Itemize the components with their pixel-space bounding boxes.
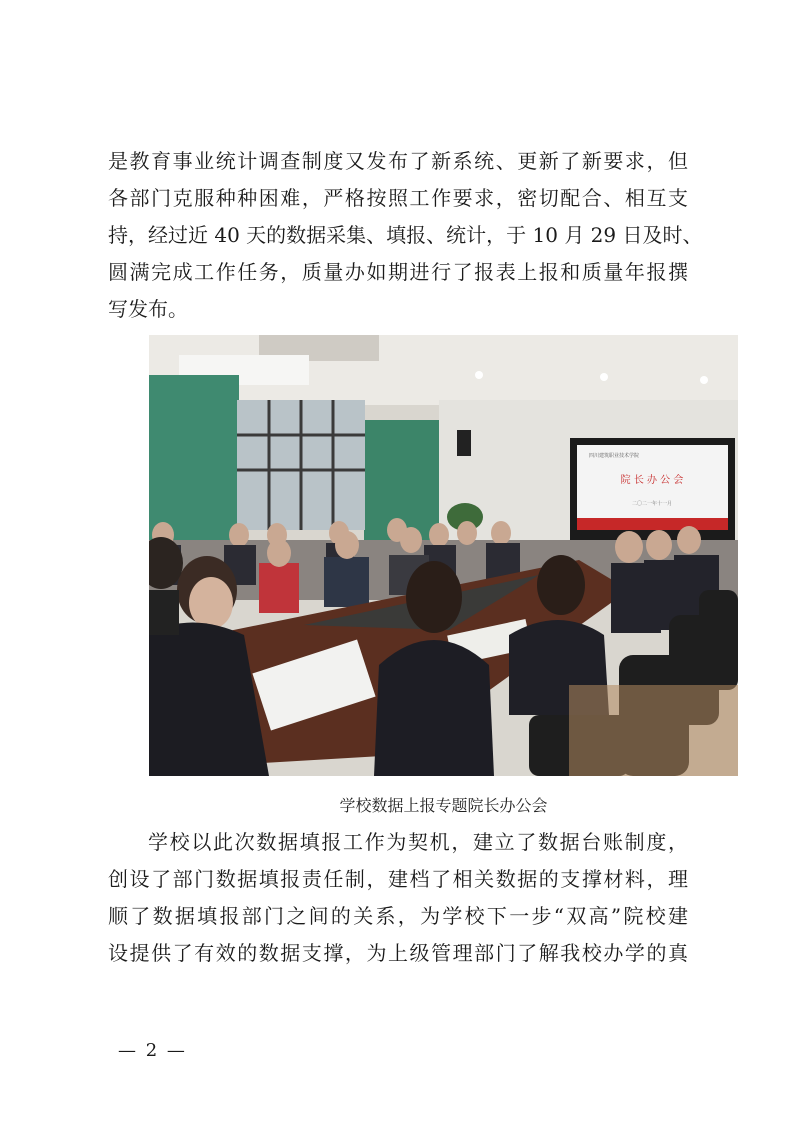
- photo-caption: 学校数据上报专题院长办公会: [339, 796, 548, 815]
- text-line: 学校以此次数据填报工作为契机，建立了数据台账制度，: [148, 830, 688, 854]
- text-line: 设提供了有效的数据支撑，为上级管理部门了解我校办学的真: [108, 941, 688, 965]
- text-line: 各部门克服种种困难，严格按照工作要求，密切配合、相互支: [108, 186, 688, 210]
- screen-header: 四川建筑职业技术学院: [589, 453, 640, 459]
- screen-title: 院 长 办 公 会: [620, 475, 684, 486]
- body-paragraph-1: [108, 143, 703, 328]
- screen-date: 二〇二一年十一月: [631, 501, 673, 507]
- text-line: 圆满完成工作任务，质量办如期进行了报表上报和质量年报撰: [108, 260, 688, 284]
- text-line: 顺了数据填报部门之间的关系，为学校下一步“双高”院校建: [108, 904, 688, 928]
- body-paragraph-2: [108, 824, 688, 972]
- meeting-photo: [149, 335, 738, 776]
- text-line: 创设了部门数据填报责任制，建档了相关数据的支撑材料，理: [108, 867, 688, 891]
- text-line: 持，经过近 40 天的数据采集、填报、统计，于 10 月 29 日及时、: [108, 223, 703, 247]
- text-line: 写发布。: [108, 297, 188, 321]
- text-line: 是教育事业统计调查制度又发布了新系统、更新了新要求，但: [108, 149, 688, 173]
- page-number: — 2 —: [118, 1040, 187, 1061]
